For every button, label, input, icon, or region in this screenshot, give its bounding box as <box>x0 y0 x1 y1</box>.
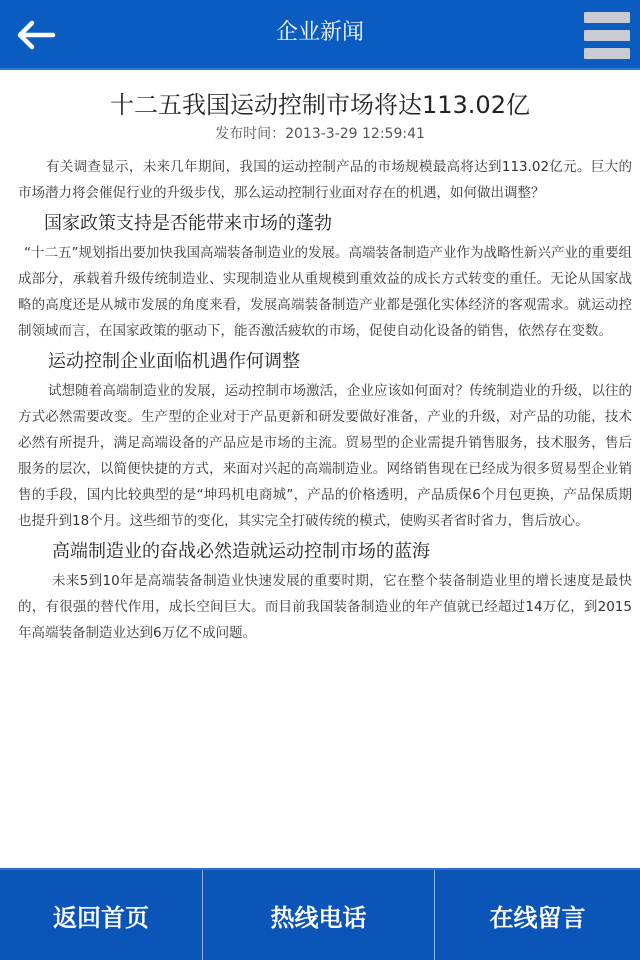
bottom-nav <box>0 868 640 960</box>
hotline-button[interactable]: 热线电话 <box>203 870 435 960</box>
section-body: 试想随着高端制造业的发展，运动控制市场激活，企业应该如何面对？传统制造业的升级，以往的方式必然需要改变。生产型的企业对于产品更新和研发要做好准备，产业的升级，对产品的功能，技术必然有所提升，满足高端设备的产品应是市场的主流。贸易型的企业需提升销售服务，技术服务，售后服务的层次，以简便快捷的方式，来面对兴起的高端制造业。网络销售现在已经成为很多贸易型企业销售的手段，国内比较典型的是“坤玛机电商城”，产品的价格透明，产品质保6个月包更换，产品保质期也提升到18个月。这些细节的变化，其实完全打破传统的模式，使购买者省时省力，售后放心。 <box>18 383 632 529</box>
section-body: 未来5到10年是高端装备制造业快速发展的重要时期，它在整个装备制造业里的增长速度是最快的，有很强的替代作用，成长空间巨大。而目前我国装备制造业的年产值就已经超过14万亿，到2015年高端装备制造业达到6万亿不成问题。 <box>18 573 632 641</box>
menu-button[interactable] <box>584 12 630 60</box>
article <box>0 70 640 646</box>
article-intro: 有关调查显示，未来几年期间，我国的运动控制产品的市场规模最高将达到113.02亿元。巨大的市场潜力将会催促行业的升级步伐，那么运动控制行业面对存在的机遇，如何做出调整？ <box>18 159 632 201</box>
article-title: 十二五我国运动控制市场将达113.02亿 <box>110 91 530 119</box>
page-title: 企业新闻 <box>275 20 364 45</box>
home-button[interactable]: 返回首页 <box>0 870 203 960</box>
message-button[interactable]: 在线留言 <box>489 903 586 932</box>
publish-date: 发布时间：2013-3-29 12:59:41 <box>215 126 425 142</box>
section-heading: 高端制造业的奋战必然造就运动控制市场的蓝海 <box>52 541 430 562</box>
section-heading: 运动控制企业面临机遇作何调整 <box>48 351 300 372</box>
section-heading: 国家政策支持是否能带来市场的蓬勃 <box>44 213 332 234</box>
header-bar <box>0 0 640 70</box>
section-body: “十二五”规划指出要加快我国高端装备制造业的发展。高端装备制造产业作为战略性新兴产业的重要组成部分，承载着升级传统制造业、实现制造业从重规模到重效益的成长方式转变的重任。无论从国家战略的高度还是从城市发展的角度来看，发展高端装备制造产业都是强化实体经济的客观需求。就运动控制领域而言，在国家政策的驱动下，能否激活疲软的市场，促使自动化设备的销售，依然存在变数。 <box>18 245 632 339</box>
